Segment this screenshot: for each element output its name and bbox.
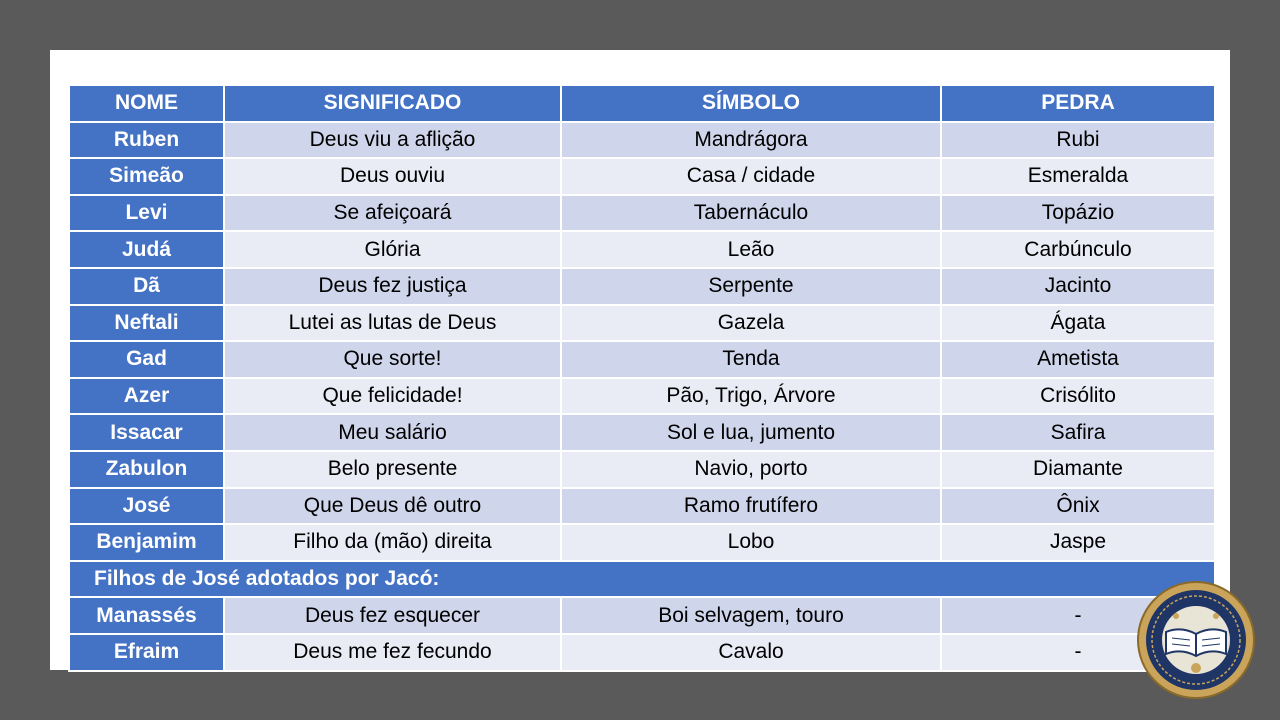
symbol-cell: Serpente <box>561 268 941 305</box>
table-row <box>69 341 1215 378</box>
stone-cell: Safira <box>941 414 1215 451</box>
open-book-seal-icon <box>1136 580 1256 700</box>
table-row <box>69 414 1215 451</box>
name-cell: José <box>69 488 224 525</box>
name-cell: Manassés <box>69 597 224 634</box>
name-cell: Neftali <box>69 305 224 342</box>
stone-cell: Jacinto <box>941 268 1215 305</box>
stone-cell: Esmeralda <box>941 158 1215 195</box>
table-row <box>69 524 1215 561</box>
slide <box>50 50 1230 670</box>
symbol-cell: Pão, Trigo, Árvore <box>561 378 941 415</box>
header-row <box>69 85 1215 122</box>
table-row <box>69 378 1215 415</box>
meaning-cell: Deus viu a aflição <box>224 122 561 159</box>
meaning-cell: Lutei as lutas de Deus <box>224 305 561 342</box>
meaning-cell: Deus fez esquecer <box>224 597 561 634</box>
stone-cell: - <box>941 597 1215 634</box>
header-pedra: PEDRA <box>941 85 1215 122</box>
stone-cell: Crisólito <box>941 378 1215 415</box>
table-row <box>69 158 1215 195</box>
name-cell: Gad <box>69 341 224 378</box>
name-cell: Zabulon <box>69 451 224 488</box>
meaning-cell: Deus me fez fecundo <box>224 634 561 671</box>
stone-cell: Ônix <box>941 488 1215 525</box>
table-row <box>69 488 1215 525</box>
meaning-cell: Deus fez justiça <box>224 268 561 305</box>
symbol-cell: Navio, porto <box>561 451 941 488</box>
stone-cell: - <box>941 634 1215 671</box>
table-row <box>69 195 1215 232</box>
group-header-row <box>69 561 1215 598</box>
group-label: Filhos de José adotados por Jacó: <box>69 561 1215 598</box>
name-cell: Simeão <box>69 158 224 195</box>
meaning-cell: Filho da (mão) direita <box>224 524 561 561</box>
meaning-cell: Glória <box>224 231 561 268</box>
name-cell: Issacar <box>69 414 224 451</box>
symbol-cell: Gazela <box>561 305 941 342</box>
table-row <box>69 305 1215 342</box>
symbol-cell: Lobo <box>561 524 941 561</box>
symbol-cell: Ramo frutífero <box>561 488 941 525</box>
stone-cell: Diamante <box>941 451 1215 488</box>
symbol-cell: Tabernáculo <box>561 195 941 232</box>
table-row <box>69 451 1215 488</box>
header-nome: NOME <box>69 85 224 122</box>
stone-cell: Topázio <box>941 195 1215 232</box>
stone-cell: Rubi <box>941 122 1215 159</box>
meaning-cell: Meu salário <box>224 414 561 451</box>
stone-cell: Jaspe <box>941 524 1215 561</box>
header-significado: SIGNIFICADO <box>224 85 561 122</box>
name-cell: Levi <box>69 195 224 232</box>
symbol-cell: Tenda <box>561 341 941 378</box>
header-simbolo: SÍMBOLO <box>561 85 941 122</box>
name-cell: Ruben <box>69 122 224 159</box>
name-cell: Efraim <box>69 634 224 671</box>
symbol-cell: Cavalo <box>561 634 941 671</box>
meaning-cell: Que Deus dê outro <box>224 488 561 525</box>
table-row <box>69 597 1215 634</box>
meaning-cell: Se afeiçoará <box>224 195 561 232</box>
symbol-cell: Mandrágora <box>561 122 941 159</box>
stone-cell: Carbúnculo <box>941 231 1215 268</box>
name-cell: Benjamim <box>69 524 224 561</box>
meaning-cell: Belo presente <box>224 451 561 488</box>
table-row <box>69 268 1215 305</box>
table-row <box>69 634 1215 671</box>
table-row <box>69 122 1215 159</box>
symbol-cell: Boi selvagem, touro <box>561 597 941 634</box>
meaning-cell: Que sorte! <box>224 341 561 378</box>
tribes-table <box>68 84 1216 672</box>
meaning-cell: Deus ouviu <box>224 158 561 195</box>
table-row <box>69 231 1215 268</box>
name-cell: Azer <box>69 378 224 415</box>
stone-cell: Ágata <box>941 305 1215 342</box>
symbol-cell: Sol e lua, jumento <box>561 414 941 451</box>
symbol-cell: Leão <box>561 231 941 268</box>
name-cell: Judá <box>69 231 224 268</box>
stone-cell: Ametista <box>941 341 1215 378</box>
meaning-cell: Que felicidade! <box>224 378 561 415</box>
name-cell: Dã <box>69 268 224 305</box>
symbol-cell: Casa / cidade <box>561 158 941 195</box>
